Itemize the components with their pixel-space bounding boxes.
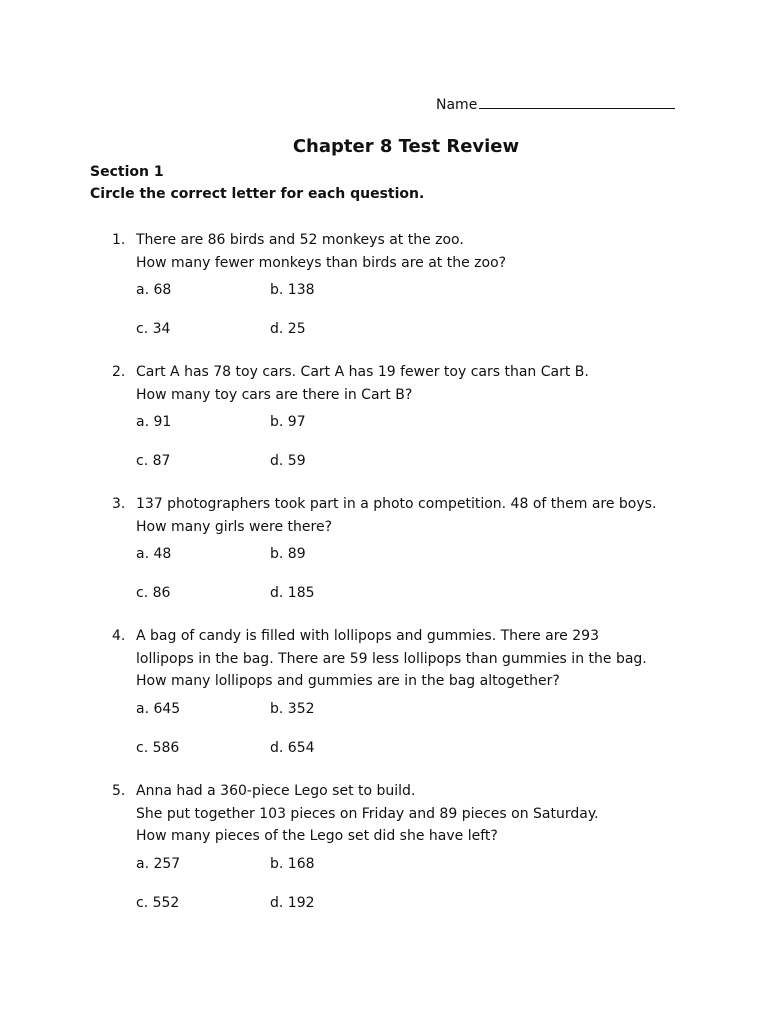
choice-a[interactable]: a. 68 bbox=[136, 282, 172, 298]
choice-b[interactable]: b. 97 bbox=[270, 414, 306, 430]
question-text-line: How many lollipops and gummies are in the bag altogether? bbox=[136, 673, 560, 689]
question-4 bbox=[112, 625, 712, 779]
question-1 bbox=[112, 229, 712, 360]
question-text-line: Anna had a 360-piece Lego set to build. bbox=[136, 783, 416, 799]
instructions: Circle the correct letter for each question. bbox=[90, 186, 425, 202]
choice-a[interactable]: a. 257 bbox=[136, 855, 181, 872]
question-text-line: How many girls were there? bbox=[136, 518, 333, 535]
choice-c[interactable]: c. 34 bbox=[136, 321, 171, 337]
answer-choices bbox=[136, 856, 712, 934]
choice-c[interactable]: c. 86 bbox=[136, 585, 171, 601]
question-text-line: A bag of candy is filled with lollipops and gummies. There are 293 bbox=[136, 628, 599, 644]
question-text-line: How many fewer monkeys than birds are at the zoo? bbox=[136, 254, 507, 271]
name-blank-line[interactable] bbox=[479, 94, 675, 109]
choice-d[interactable]: d. 192 bbox=[270, 894, 315, 911]
answer-choices bbox=[136, 414, 712, 492]
choice-d[interactable]: d. 25 bbox=[270, 321, 306, 337]
choice-c[interactable]: c. 552 bbox=[136, 894, 180, 911]
name-field bbox=[436, 94, 675, 113]
section-heading: Section 1 bbox=[90, 164, 164, 180]
question-number: 1. bbox=[112, 232, 126, 248]
answer-choices bbox=[136, 282, 712, 360]
choice-b[interactable]: b. 352 bbox=[270, 700, 315, 717]
question-text-line: lollipops in the bag. There are 59 less lollipops than gummies in the bag. bbox=[136, 650, 647, 667]
choice-d[interactable]: d. 654 bbox=[270, 739, 315, 756]
question-text-line: How many pieces of the Lego set did she have left? bbox=[136, 828, 498, 844]
choice-a[interactable]: a. 645 bbox=[136, 700, 181, 717]
question-text-line: She put together 103 pieces on Friday and 89 pieces on Saturday. bbox=[136, 805, 599, 822]
question-number: 4. bbox=[112, 628, 126, 644]
choice-d[interactable]: d. 185 bbox=[270, 585, 315, 601]
page-title: Chapter 8 Test Review bbox=[292, 136, 520, 157]
choice-b[interactable]: b. 168 bbox=[270, 855, 315, 872]
answer-choices bbox=[136, 546, 712, 624]
question-text-line: Cart A has 78 toy cars. Cart A has 19 fewer toy cars than Cart B. bbox=[136, 364, 589, 380]
question-5 bbox=[112, 780, 712, 934]
choice-b[interactable]: b. 89 bbox=[270, 546, 306, 562]
choice-b[interactable]: b. 138 bbox=[270, 282, 315, 298]
choice-a[interactable]: a. 48 bbox=[136, 546, 172, 562]
question-number: 2. bbox=[112, 364, 126, 380]
choice-c[interactable]: c. 87 bbox=[136, 453, 171, 469]
question-text-line: How many toy cars are there in Cart B? bbox=[136, 386, 413, 403]
question-text-line: 137 photographers took part in a photo competition. 48 of them are boys. bbox=[136, 496, 657, 512]
question-text-line: There are 86 birds and 52 monkeys at the zoo. bbox=[136, 232, 464, 248]
answer-choices bbox=[136, 701, 712, 779]
name-label: Name bbox=[436, 97, 478, 113]
question-number: 5. bbox=[112, 783, 126, 799]
choice-a[interactable]: a. 91 bbox=[136, 414, 172, 430]
question-number: 3. bbox=[112, 496, 126, 512]
choice-c[interactable]: c. 586 bbox=[136, 739, 180, 756]
question-3 bbox=[112, 493, 712, 624]
question-2 bbox=[112, 361, 712, 492]
choice-d[interactable]: d. 59 bbox=[270, 453, 306, 469]
